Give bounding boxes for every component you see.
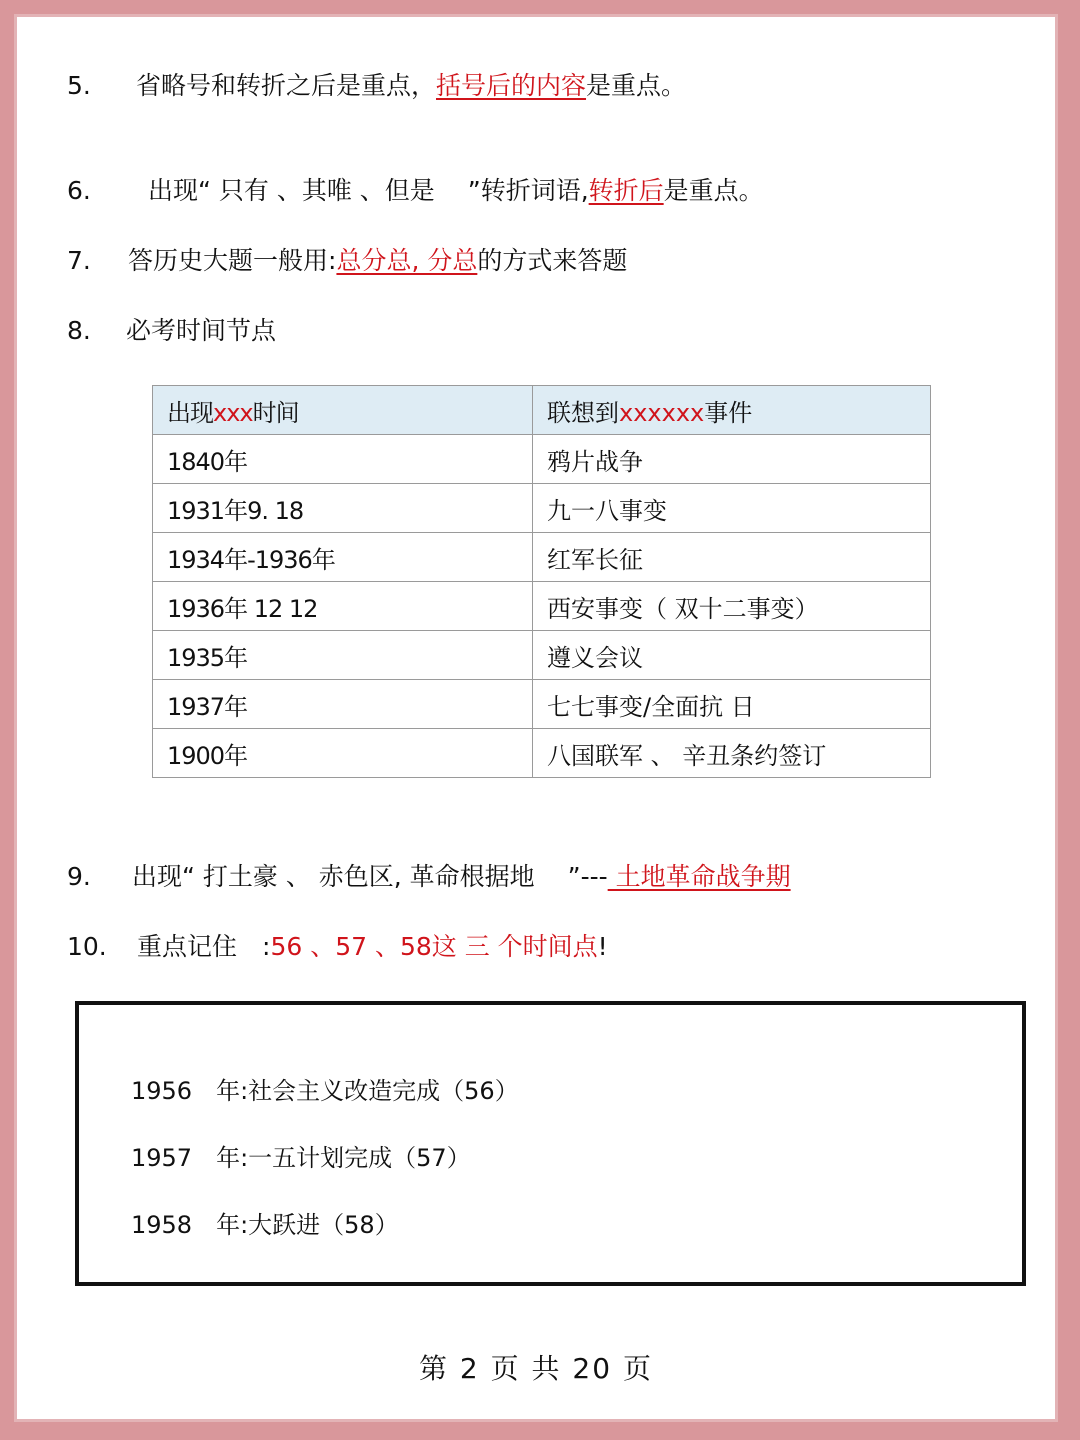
table-row bbox=[153, 729, 931, 778]
item-number: 5. bbox=[67, 71, 91, 100]
event-cell: 八国联军 、 辛丑条约签订 bbox=[533, 729, 931, 778]
event-cell: 红军长征 bbox=[533, 533, 931, 582]
page-footer: 第 2 页 共 20 页 bbox=[419, 1352, 653, 1385]
item-text-part: 是重点。 bbox=[663, 176, 764, 205]
table-row bbox=[153, 680, 931, 729]
table-header-row bbox=[153, 386, 931, 435]
key-year-line: 1957 年:一五计划完成（57） bbox=[131, 1144, 471, 1172]
item-number: 10. bbox=[67, 932, 107, 961]
event-cell: 七七事变/全面抗 日 bbox=[533, 680, 931, 729]
item-10 bbox=[67, 930, 608, 964]
item-text-part: 出现“ 打土豪 、 赤色区, 革命根据地 ”--- bbox=[132, 862, 608, 891]
emphasis-text: 括号后的内容 bbox=[436, 71, 587, 100]
item-number: 9. bbox=[67, 862, 91, 891]
item-text-part: 是重点。 bbox=[586, 71, 687, 100]
item-number: 8. bbox=[67, 316, 91, 345]
event-cell: 西安事变（ 双十二事变） bbox=[533, 582, 931, 631]
item-text-part: 的方式来答题 bbox=[477, 246, 628, 275]
table-row bbox=[153, 631, 931, 680]
document-page bbox=[14, 14, 1058, 1422]
item-6 bbox=[67, 174, 764, 208]
emphasis-text: 转折后 bbox=[588, 176, 664, 205]
table-row bbox=[153, 582, 931, 631]
item-9 bbox=[67, 860, 791, 894]
table-row bbox=[153, 533, 931, 582]
item-7 bbox=[67, 244, 627, 278]
item-5 bbox=[67, 69, 686, 103]
column-header-time bbox=[153, 386, 533, 435]
item-text-part: ! bbox=[597, 932, 608, 961]
key-year-line: 1956 年:社会主义改造完成（56） bbox=[131, 1077, 519, 1105]
time-event-table bbox=[152, 385, 931, 778]
item-8 bbox=[67, 314, 276, 348]
time-cell: 1936年 12 12 bbox=[153, 582, 533, 631]
emphasis-text: 土地革命战争期 bbox=[607, 862, 791, 891]
header-text: 出现 bbox=[167, 398, 213, 427]
header-placeholder: xxxxxx bbox=[619, 398, 705, 427]
item-number: 7. bbox=[67, 246, 91, 275]
event-cell: 九一八事变 bbox=[533, 484, 931, 533]
event-cell: 鸦片战争 bbox=[533, 435, 931, 484]
header-placeholder: xxx bbox=[213, 398, 253, 427]
table-row bbox=[153, 484, 931, 533]
key-years-box bbox=[75, 1001, 1026, 1286]
item-text-part: 答历史大题一般用: bbox=[128, 246, 337, 275]
time-cell: 1937年 bbox=[153, 680, 533, 729]
item-text-part: 省略号和转折之后是重点， bbox=[136, 71, 437, 100]
item-text-part: 出现“ 只有 、其唯 、但是 ”转折词语, bbox=[148, 176, 589, 205]
time-cell: 1935年 bbox=[153, 631, 533, 680]
header-text: 时间 bbox=[252, 398, 299, 427]
time-cell: 1840年 bbox=[153, 435, 533, 484]
emphasis-text: 56 、57 、58这 三 个时间点 bbox=[270, 932, 598, 961]
item-text-part: 必考时间节点 bbox=[126, 316, 277, 345]
item-text-part: 重点记住 : bbox=[137, 932, 271, 961]
time-cell: 1931年9. 18 bbox=[153, 484, 533, 533]
header-text: 事件 bbox=[704, 398, 753, 427]
event-cell: 遵义会议 bbox=[533, 631, 931, 680]
emphasis-text: 总分总, 分总 bbox=[336, 246, 478, 275]
item-number: 6. bbox=[67, 176, 91, 205]
table-row bbox=[153, 435, 931, 484]
key-year-line: 1958 年:大跃进（58） bbox=[131, 1211, 399, 1239]
time-cell: 1934年-1936年 bbox=[153, 533, 533, 582]
header-text: 联想到 bbox=[547, 398, 619, 427]
time-cell: 1900年 bbox=[153, 729, 533, 778]
column-header-event bbox=[533, 386, 931, 435]
